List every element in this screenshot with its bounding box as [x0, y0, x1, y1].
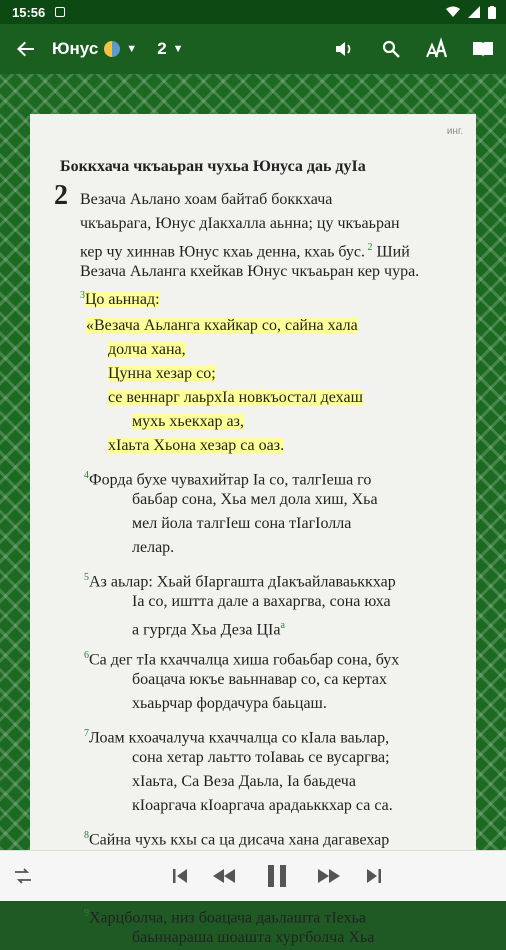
verse-text: Везача Аьлано хоам байтаб боккхача	[80, 191, 333, 208]
scripture-line	[132, 926, 374, 950]
scripture-line	[132, 536, 174, 560]
audio-globe-icon	[104, 41, 120, 57]
verse-text: Везача Аьланга кхейкав Юнус чкъаьран кер чура.	[80, 263, 420, 280]
scripture-line	[132, 794, 393, 818]
chevron-down-icon: ▼	[126, 43, 138, 55]
scripture-line	[108, 386, 363, 410]
verse-text: сона хетар лаьтто тоІаваь се вусаргва;	[132, 749, 390, 766]
verse-text: «Везача Аьланга кхайкар со, сайна хала	[86, 317, 358, 334]
verse-number[interactable]: 9	[84, 908, 89, 919]
verse-text: Лоам кхоачалуча кхаччалца со кІала ваьлар,	[89, 729, 390, 747]
search-icon	[382, 40, 400, 58]
scripture-line	[132, 746, 390, 770]
verse-text: Цо аьннад:	[85, 291, 160, 309]
verse-text: Ший	[372, 243, 410, 261]
verse-text: хьаьрчар фордачура баьцаш.	[132, 695, 327, 712]
verse-number[interactable]: 8	[84, 830, 89, 841]
rewind-button[interactable]	[207, 851, 241, 901]
audio-player	[0, 850, 506, 901]
signal-icon	[468, 6, 480, 18]
chapter-heading: Боккхача чкъаьран чухьа Юнуса даь дуІа	[60, 158, 366, 175]
verse-text: баьбар сона, Хьа мел дола хиш, Хьа	[132, 491, 378, 508]
verse-text: мухь хьекхар аз,	[132, 413, 244, 430]
verse-text: хІаьта Хьона хезар са оаз.	[108, 437, 285, 454]
scripture-line	[108, 362, 216, 386]
verse-number[interactable]: 3	[80, 290, 85, 301]
arrow-back-icon	[17, 40, 35, 58]
text-size-button[interactable]	[414, 24, 460, 74]
verse-text: чкъаьрага, Юнус дІакхалла аьнна; цу чкъаьран	[80, 215, 400, 232]
verse-text: Іа со, иштта дале а вахаргва, сона юха	[132, 593, 391, 610]
verse-text: хІаьта, Са Веза Даьла, Іа баьдеча	[132, 773, 356, 790]
scripture-line	[80, 260, 419, 284]
skip-next-icon	[365, 867, 383, 885]
rewind-icon	[212, 868, 236, 884]
scripture-line	[108, 338, 186, 362]
volume-icon	[336, 40, 354, 58]
text-page[interactable]	[30, 114, 476, 946]
search-button[interactable]	[368, 24, 414, 74]
verse-text: мел йола талгІеш сона тІагІолла	[132, 515, 352, 532]
chapter-number: 2	[157, 39, 167, 58]
chevron-down-icon: ▼	[172, 43, 184, 55]
book-name: Юнус	[52, 39, 99, 58]
verse-text: лелар.	[132, 539, 175, 556]
verse-text: боацача юкъе ваьннавар со, са кертах	[132, 671, 387, 688]
scripture-line	[132, 692, 327, 716]
scripture-line	[132, 668, 387, 692]
skip-previous-button[interactable]	[165, 851, 195, 901]
verse-text: кІоаргача кІоаргача арадаьккхар са са.	[132, 797, 393, 814]
verse-number[interactable]: 4	[84, 470, 89, 481]
language-tag[interactable]: инг.	[440, 120, 470, 142]
verse-number[interactable]: 5	[84, 572, 89, 583]
bookmark-button[interactable]	[460, 24, 506, 74]
verse-text: Са дег тІа кхаччалца хиша гобаьбар сона, бух	[89, 651, 400, 669]
text-size-icon	[426, 40, 448, 58]
app-bar	[0, 24, 506, 74]
verse-number[interactable]: 7	[84, 728, 89, 739]
verse-text: Форда бухе чувахийтар Іа со, талгІеша го	[89, 471, 372, 489]
skip-next-button[interactable]	[359, 851, 389, 901]
verse-text: а гургда Хьа Деза ЦІа	[132, 621, 281, 639]
skip-previous-icon	[171, 867, 189, 885]
shuffle-button[interactable]	[8, 851, 38, 901]
chapter-selector[interactable]	[157, 39, 183, 59]
scripture-line	[132, 488, 378, 512]
repeat-icon	[14, 868, 32, 884]
scripture-line	[54, 180, 333, 212]
status-bar	[0, 0, 506, 24]
verse-text: кер чу хиннав Юнус кхаь денна, кхаь бус.	[80, 243, 365, 261]
scripture-line	[132, 590, 391, 614]
chapter-dropcap: 2	[54, 180, 68, 211]
verse-text: Сайна чухь кхы са ца дисача хана дагавехар	[89, 831, 390, 849]
verse-text: баьннараша шоашта хургболча Хьа	[132, 929, 375, 946]
status-time: 15:56	[12, 4, 46, 20]
pause-button[interactable]	[260, 851, 294, 901]
verse-text: се веннарг лаьрхІа новкъостал дехаш	[108, 389, 363, 406]
pause-icon	[266, 864, 288, 888]
notification-icon	[55, 7, 65, 17]
battery-icon	[488, 6, 496, 19]
verse-text: Цунна хезар со;	[108, 365, 216, 382]
scripture-line	[108, 434, 284, 458]
footnote-marker[interactable]: а	[280, 620, 285, 631]
verse-text: Аз аьлар: Хьай бІаргашта дІакъайлаваьккхар	[89, 573, 396, 591]
verse-number[interactable]: 6	[84, 650, 89, 661]
verse-text: долча хана,	[108, 341, 186, 358]
scripture-line	[132, 410, 244, 434]
back-button[interactable]	[0, 40, 52, 58]
wifi-icon	[446, 6, 460, 18]
verse-number[interactable]: 2	[365, 242, 373, 253]
scripture-line	[132, 614, 285, 642]
scripture-line	[80, 212, 400, 236]
scripture-line	[132, 512, 351, 536]
book-selector[interactable]	[52, 39, 137, 59]
fast-forward-button[interactable]	[312, 851, 346, 901]
fast-forward-icon	[317, 868, 341, 884]
verse-text: Харцболча, низ боацача даьлашта тІехьа	[89, 909, 366, 927]
scripture-line	[86, 314, 358, 338]
ornament-frame	[0, 74, 506, 946]
scripture-line	[80, 284, 160, 312]
scripture-line	[132, 770, 356, 794]
audio-button[interactable]	[322, 24, 368, 74]
book-open-icon	[472, 40, 494, 58]
